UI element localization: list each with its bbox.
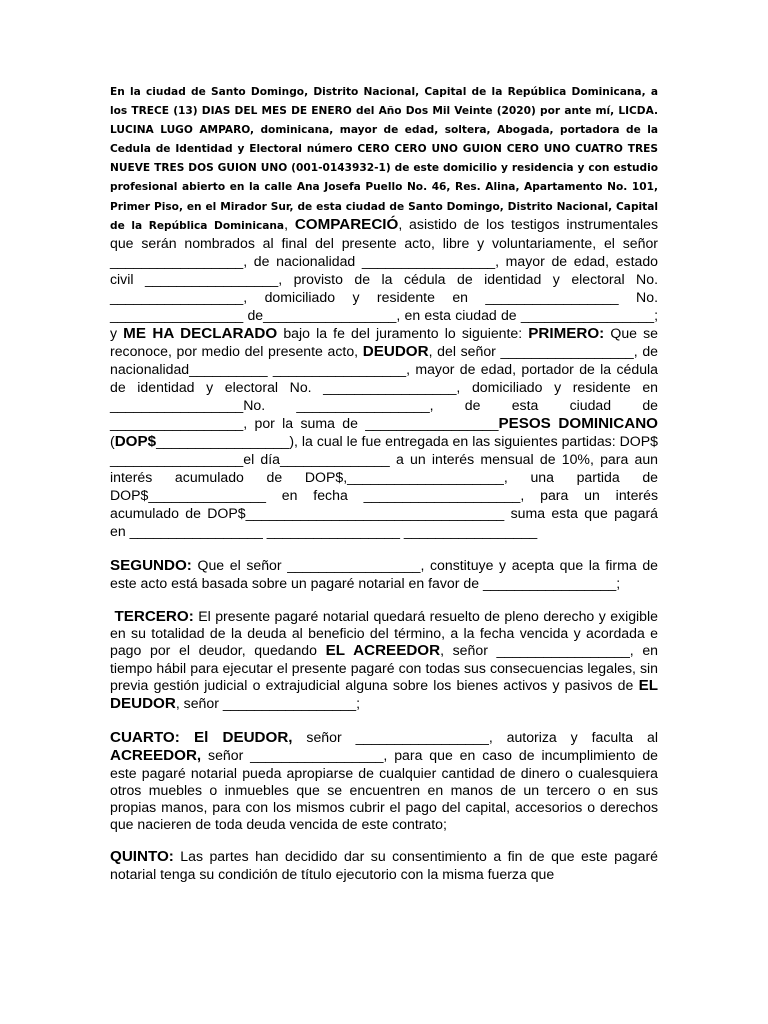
paragraph-segundo xyxy=(110,557,658,592)
p1-text: _________________), la cual le fue entregada en las siguientes partidas: DOP$ _________________el día______________ a un interés mensual de 10%, para aun interés acumulado de DOP$,____________________, una partida de DOP$_______________ en fecha ____________________, para un interés acumulado de DOP$_________________________________ suma esta que pagará en _________________ _________________ _________________ xyxy=(110,432,658,539)
p3-text: , señor _________________; xyxy=(175,695,360,712)
paragraph-cuarto xyxy=(110,729,658,832)
p4-text: señor _________________, autoriza y faculta al xyxy=(292,729,658,745)
p3-text: El presente pagaré notarial quedará resuelto de pleno derecho y exigible en su totalidad de la deuda al beneficio del término, a la fecha vencida y acordada e pago por el deudor, quedando xyxy=(110,607,658,659)
document-page xyxy=(110,82,658,883)
p1-text: bajo la fe del juramento lo siguiente: xyxy=(277,324,529,341)
clause-tercero-label: TERCERO: xyxy=(114,607,194,625)
paragraph-tercero xyxy=(110,608,658,713)
p1-text: , asistido de los testigos instrumentales que serán nombrados al final del presente acto, libre y voluntariamente, el señor _________________, de nacionalidad _________________, mayor de edad, estado civil _________________, provisto de la cédula de identidad y electoral No. _________________, domiciliado y residente en _________________ No. _________________ de_________________, en esta ciudad de _________________; y xyxy=(110,215,658,341)
p4-text: señor _________________, para que en caso de incumplimiento de este pagaré notarial pueda apropiarse de cualquier cantidad de dinero o cualesquiera otros muebles o inmuebles que se encuentren en manos de un tercero o en sus propias manos, para con los mismos cubrir el pago del capital, accesorios o derechos que nacieren de toda deuda vencida de este contrato; xyxy=(110,746,658,832)
p1-text: ( xyxy=(110,432,115,449)
p3-deudor: EL DEUDOR xyxy=(110,677,658,713)
p1-text: , xyxy=(284,215,295,232)
clause-cuarto-label: CUARTO: El DEUDOR, xyxy=(110,729,293,746)
paragraph-quinto xyxy=(110,848,658,883)
clause-segundo-label: SEGUNDO: xyxy=(110,556,192,574)
p1-text: Que se reconoce, por medio del presente acto, xyxy=(110,324,658,359)
p4-acreedor: ACREEDOR, xyxy=(110,746,202,764)
clause-quinto-label: QUINTO: xyxy=(110,848,174,866)
p1-declaration: ME HA DECLARADO xyxy=(123,324,278,342)
p3-acreedor: EL ACREEDOR xyxy=(325,642,441,660)
p1-text: , del señor _________________, de nacionalidad__________ _________________, mayor de edad, portador de la cédula de identidad y electoral No. _________________, domiciliado y residente en _________________No. _________________, de esta ciudad de _________________, por la suma de _________________ xyxy=(110,342,659,431)
intro-text: En la ciudad de Santo Domingo, Distrito Nacional, Capital de la República Dominicana, a los TRECE (13) DIAS DEL MES DE ENERO del Año Dos Mil Veinte (2020) por ante mí, LICDA. LUCINA LUGO AMPARO, dominicana, mayor de edad, soltera, Abogada, portadora de la Cedula de Identidad y Electoral número CERO CERO UNO GUION CERO UNO CUATRO TRES NUEVE TRES DOS GUION UNO (001-0143932-1) de este domicilio y residencia y con estudio profesional abierto en la calle Ana Josefa Puello No. 46, Res. Alina, Apartamento No. 101, Primer Piso, en el Mirador Sur, de esta ciudad de Santo Domingo, Distrito Nacional, Capital de la República Dominicana xyxy=(110,86,658,232)
paragraph-intro-comparecio xyxy=(110,82,658,541)
p1-deudor: DEUDOR xyxy=(362,342,429,360)
p2-text: Que el señor _________________, constituye y acepta que la firma de este acto está basada sobre un pagaré notarial en favor de _________________; xyxy=(110,556,658,591)
p1-currency-code: DOP$ xyxy=(114,432,157,450)
p1-currency: PESOS DOMINICANO xyxy=(498,414,658,432)
clause-primero-label: PRIMERO: xyxy=(528,324,605,342)
p3-text: , señor _________________, en tiempo hábil para ejecutar el presente pagaré con todas sus consecuencias legales, sin previa gestión judicial o extrajudicial alguna sobre los bienes activos y pasivos de xyxy=(110,642,659,694)
p5-text: Las partes han decidido dar su consentimiento a fin de que este pagaré notarial tenga su condición de título ejecutorio con la misma fuerza que xyxy=(110,848,658,883)
p1-comparecio: COMPARECIÓ xyxy=(294,215,399,233)
